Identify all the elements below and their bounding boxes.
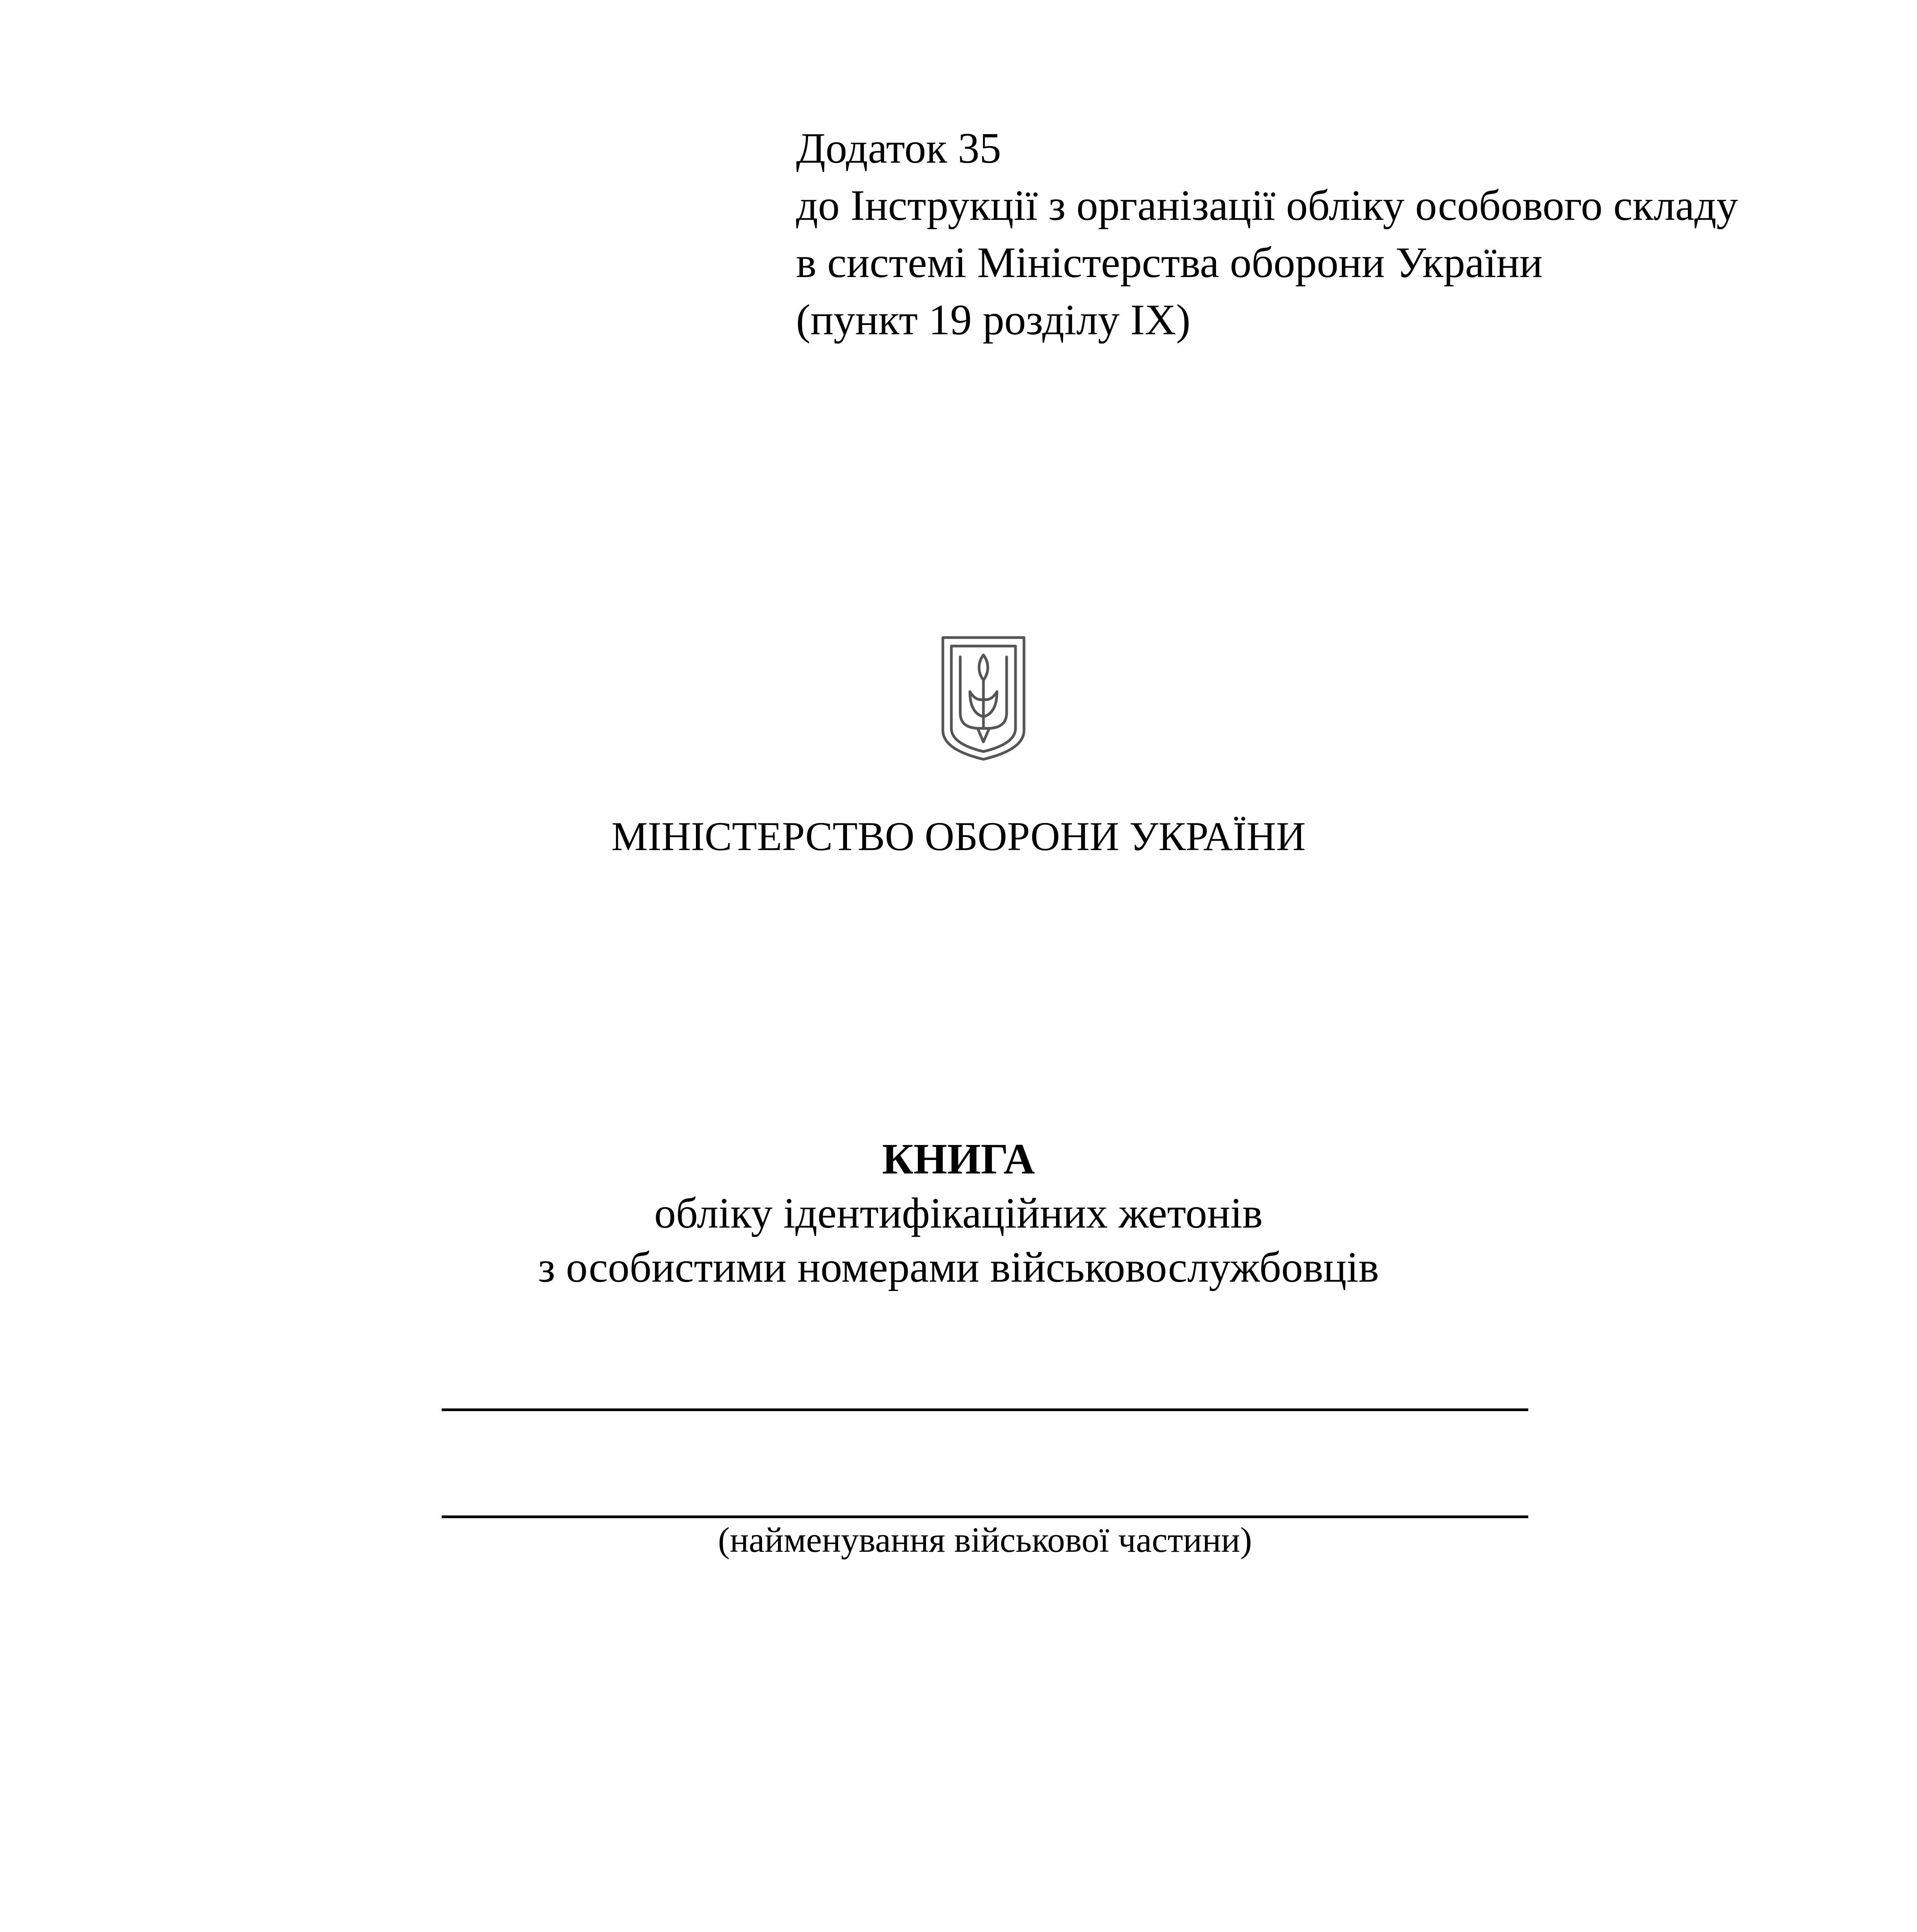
appendix-system-line: в системі Міністерства оборони України: [796, 239, 1543, 287]
ministry-name: МІНІСТЕРСТВО ОБОРОНИ УКРАЇНИ: [611, 814, 1306, 859]
appendix-reference: [796, 120, 1738, 349]
appendix-number: Додаток 35: [796, 124, 1001, 172]
book-title: [0, 1132, 1917, 1294]
unit-name-blank-line-1[interactable]: [442, 1408, 1528, 1411]
book-heading: КНИГА: [882, 1135, 1035, 1183]
book-subtitle-line-1: обліку ідентифікаційних жетонів: [654, 1189, 1263, 1237]
appendix-section-line: (пункт 19 розділу ІХ): [796, 296, 1191, 344]
trident-coat-of-arms-icon: [939, 634, 1028, 761]
unit-name-caption: (найменування військової частини): [718, 1520, 1252, 1560]
appendix-instruction-line: до Інструкції з організації обліку особового складу: [796, 182, 1738, 230]
book-subtitle-line-2: з особистими номерами військовослужбовців: [538, 1243, 1379, 1291]
